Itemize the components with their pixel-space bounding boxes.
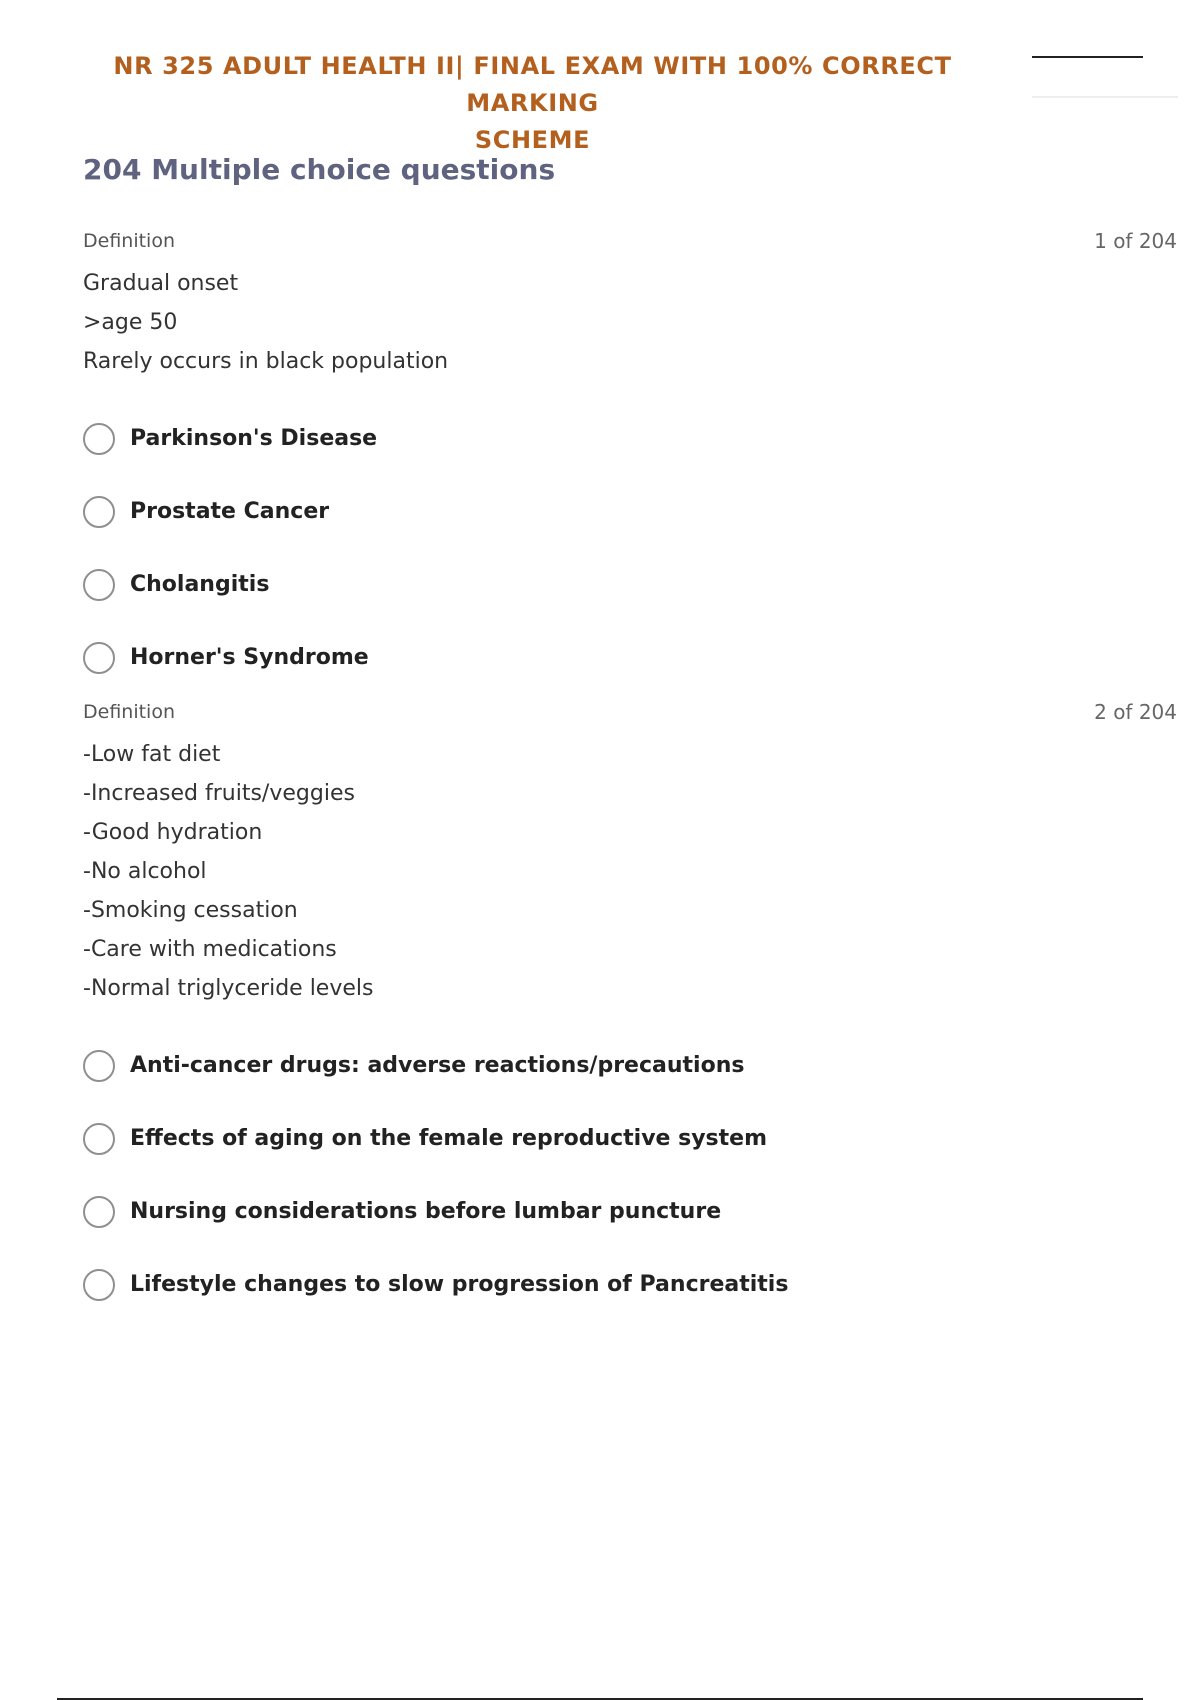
- prompt-line: -Care with medications: [83, 937, 337, 962]
- document-title: [60, 48, 1005, 159]
- radio-button[interactable]: [83, 1269, 115, 1301]
- answer-option-label: Prostate Cancer: [130, 498, 330, 524]
- question-prompt: [83, 735, 373, 1008]
- radio-button[interactable]: [83, 423, 115, 455]
- answer-option[interactable]: [83, 475, 377, 548]
- answer-option-label: Cholangitis: [130, 571, 270, 597]
- radio-button[interactable]: [83, 1123, 115, 1155]
- section-heading: 204 Multiple choice questions: [83, 153, 556, 186]
- question-counter: 2 of 204: [1094, 700, 1177, 724]
- radio-button[interactable]: [83, 1196, 115, 1228]
- answer-option-label: Horner's Syndrome: [130, 644, 369, 670]
- prompt-line: >age 50: [83, 310, 178, 335]
- prompt-line: Rarely occurs in black population: [83, 349, 449, 374]
- answer-option-label: Nursing considerations before lumbar puncture: [130, 1198, 722, 1224]
- radio-button[interactable]: [83, 569, 115, 601]
- question-counter: 1 of 204: [1094, 229, 1177, 253]
- prompt-line: -Low fat diet: [83, 742, 221, 767]
- answer-option[interactable]: [83, 1029, 788, 1102]
- radio-button[interactable]: [83, 496, 115, 528]
- answer-option[interactable]: [83, 1175, 788, 1248]
- prompt-line: -Normal triglyceride levels: [83, 976, 374, 1001]
- prompt-line: Gradual onset: [83, 271, 239, 296]
- answer-option-label: Anti-cancer drugs: adverse reactions/precautions: [130, 1052, 745, 1078]
- question-label: Definition: [83, 701, 176, 723]
- answer-option[interactable]: [83, 621, 377, 694]
- header-rule: [1032, 56, 1143, 58]
- answer-option[interactable]: [83, 1248, 788, 1321]
- prompt-line: -Good hydration: [83, 820, 263, 845]
- radio-button[interactable]: [83, 1050, 115, 1082]
- prompt-line: -Increased fruits/veggies: [83, 781, 355, 806]
- answer-option-label: Lifestyle changes to slow progression of Pancreatitis: [130, 1271, 789, 1297]
- question-prompt: [83, 264, 448, 381]
- radio-button[interactable]: [83, 642, 115, 674]
- answer-option-label: Effects of aging on the female reproductive system: [130, 1125, 768, 1151]
- answer-option[interactable]: [83, 548, 377, 621]
- document-title-line-1: NR 325 ADULT HEALTH II| FINAL EXAM WITH 100% CORRECT MARKING: [113, 52, 952, 117]
- answer-option[interactable]: [83, 402, 377, 475]
- question-label: Definition: [83, 230, 176, 252]
- answer-option[interactable]: [83, 1102, 788, 1175]
- document-title-line-2: SCHEME: [474, 126, 591, 154]
- prompt-line: -No alcohol: [83, 859, 207, 884]
- answer-option-label: Parkinson's Disease: [130, 425, 378, 451]
- answer-options: [83, 402, 377, 694]
- prompt-line: -Smoking cessation: [83, 898, 298, 923]
- header-rule-faint: [1032, 96, 1178, 98]
- answer-options: [83, 1029, 788, 1321]
